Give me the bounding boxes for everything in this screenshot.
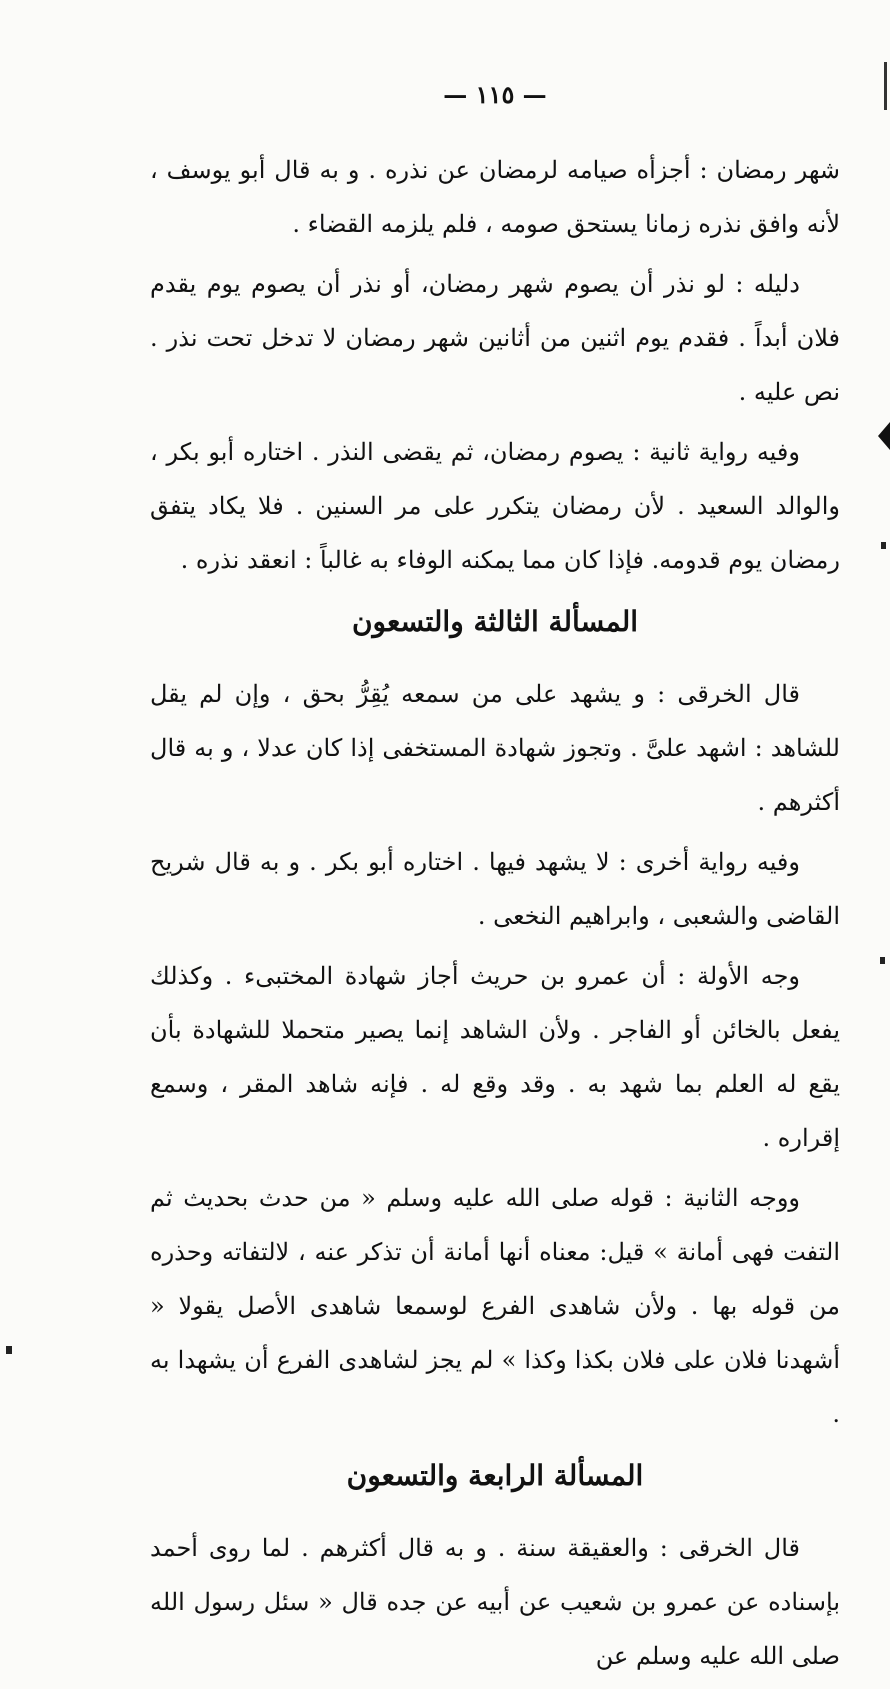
- section-heading: المسألة الرابعة والتسعون: [346, 1459, 644, 1492]
- page-edge-tick: [884, 62, 887, 110]
- paragraph: ووجه الثانية : قوله صلى الله عليه وسلم « من حدث بحديث ثم التفت فهى أمانة » قيل: معناه أنها أمانة أن تذكر عنه ، لالتفاته وحذره من قوله بها . ولأن شاهدى الفرع لوسمعا شاهدى الأصل يقولا « أشهدنا فلان على فلان بكذا وكذا » لم يجز لشاهدى الفرع أن يشهدا به .: [150, 1184, 840, 1428]
- paragraph: قال الخرقى : و يشهد على من سمعه يُقِرُّ بحق ، وإن لم يقل للشاهد : اشهد علىَّ . وتجوز شهادة المستخفى إذا كان عدلا ، و به قال أكثرهم .: [150, 680, 840, 816]
- page-edge-dot: [880, 957, 885, 964]
- paragraph: شهر رمضان : أجزأه صيامه لرمضان عن نذره . و به قال أبو يوسف ، لأنه وافق نذره زمانا يستحق صومه ، فلم يلزمه القضاء .: [150, 156, 840, 238]
- document-page: [150, 80, 840, 1689]
- page-number: — ١١٥ —: [443, 80, 547, 109]
- paragraph: قال الخرقى : والعقيقة سنة . و به قال أكثرهم . لما روى أحمد بإسناده عن عمرو بن شعيب عن أبيه عن جده قال « سئل رسول الله صلى الله عليه وسلم عن: [150, 1534, 840, 1670]
- paragraph: وفيه رواية أخرى : لا يشهد فيها . اختاره أبو بكر . و به قال شريح القاضى والشعبى ، وابراهيم النخعى .: [150, 848, 840, 930]
- page-edge-dot: [6, 1346, 12, 1354]
- page-edge-dot: [881, 542, 886, 549]
- paragraph: دليله : لو نذر أن يصوم شهر رمضان، أو نذر أن يصوم يوم يقدم فلان أبداً . فقدم يوم اثنين من أثانين شهر رمضان لا تدخل تحت نذر . نص عليه .: [150, 270, 840, 406]
- paragraph: وفيه رواية ثانية : يصوم رمضان، ثم يقضى النذر . اختاره أبو بكر ، والوالد السعيد . لأن رمضان يتكرر على مر السنين . فلا يكاد يتفق رمضان يوم قدومه. فإذا كان مما يمكنه الوفاء به غالباً : انعقد نذره .: [150, 438, 840, 574]
- page-edge-mark: [878, 422, 890, 450]
- paragraph: وجه الأولة : أن عمرو بن حريث أجاز شهادة المختبىء . وكذلك يفعل بالخائن أو الفاجر . ولأن الشاهد إنما يصير متحملا للشهادة بأن يقع له العلم بما شهد به . وقد وقع له . فإنه شاهد المقر ، وسمع إقراره .: [150, 962, 840, 1152]
- section-heading: المسألة الثالثة والتسعون: [351, 605, 639, 638]
